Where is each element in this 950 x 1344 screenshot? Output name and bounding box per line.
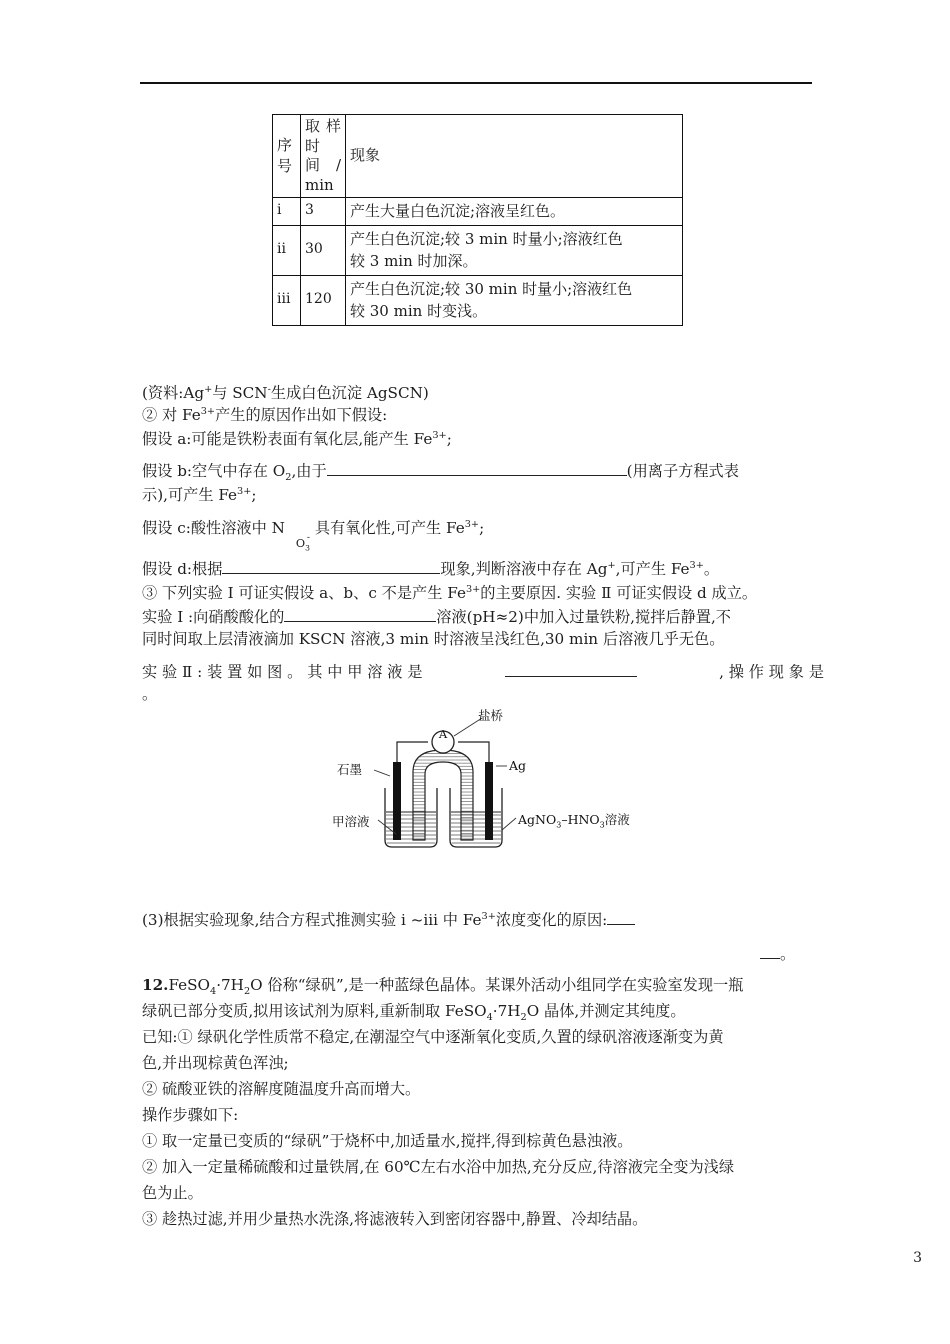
question-3-pre: (3)根据实验现象,结合方程式推测实验 i ~iii 中 Fe: [142, 911, 482, 929]
question-12-number: 12.: [142, 976, 169, 994]
hypothesis-b-line-2: [142, 485, 256, 507]
step-3: ③ 趁热过滤,并用少量热水洗涤,将滤液转入到密闭容器中,静置、冷却结晶。: [142, 1210, 648, 1228]
hypothesis-a: [142, 429, 452, 451]
header-time-sample: 样: [325, 117, 341, 135]
question-3: [142, 910, 635, 932]
row-time: 30: [301, 225, 346, 275]
phenomenon-line-1: 产生白色沉淀;较 3 min 时量小;溶液红色: [350, 229, 623, 248]
answer-blank-hypothesis-d[interactable]: [222, 559, 440, 574]
item-2-pre: ② 对 Fe: [142, 406, 201, 424]
hypothesis-c: [142, 518, 485, 553]
row-phenomenon: 产生大量白色沉淀;溶液呈红色。: [346, 198, 683, 226]
hypothesis-b-line2-post: ;: [251, 486, 257, 504]
graphite-electrode: [393, 762, 401, 840]
question-12-line-2: 绿矾已部分变质,拟用该试剂为原料,重新制取 $FeSO_4\cdot 7H_2O$ 晶体,并测定其纯度。: [142, 1002, 686, 1024]
fe3-charge: 3+: [465, 583, 481, 595]
row-time: 3: [301, 198, 346, 226]
table-row: [273, 198, 683, 226]
hypothesis-b-line2-pre: 示),可产生 Fe: [142, 486, 238, 504]
hypothesis-d-mid: 现象,判断溶液中存在 Ag: [440, 560, 608, 578]
hypothesis-c-end: ;: [479, 519, 485, 538]
left-solution-label: 甲溶液: [332, 814, 370, 829]
item-2-heading: [142, 405, 387, 427]
column-header-sampling-time: [301, 115, 346, 198]
hypothesis-c-pre: 假设 c:酸性溶液中 N: [142, 519, 285, 538]
column-header-no: 序号: [273, 115, 301, 198]
hypothesis-d-mid2: ,可产生 Fe: [615, 560, 690, 578]
header-time-take: 取: [305, 117, 321, 135]
silver-electrode: [485, 762, 493, 840]
question-3-period: 。: [780, 945, 796, 963]
hypothesis-b-line-1: [142, 461, 739, 483]
leader-right-solution: [502, 818, 516, 830]
step-1: ① 取一定量已变质的“绿矾”于烧杯中,加适量水,搅拌,得到棕黄色悬浊液。: [142, 1132, 633, 1150]
question-12-line-1: $12.FeSO_4\cdot 7H_2O$ 俗称“绿矾”,是一种蓝绿色晶体。某课外活动小组同学在实验室发现一瓶: [142, 976, 744, 998]
table-header-row: [273, 115, 683, 198]
phenomenon-line-1: 产生白色沉淀;较 30 min 时量小;溶液红色: [350, 279, 633, 298]
answer-blank-experiment-1[interactable]: [284, 607, 436, 622]
salt-bridge-label: 盐桥: [478, 708, 504, 723]
row-no: i: [273, 198, 301, 226]
fe3-charge: 3+: [237, 485, 252, 497]
leader-graphite: [374, 770, 390, 776]
experiment-2-post: , 操 作 现 象 是: [719, 663, 824, 681]
answer-blank-hypothesis-b[interactable]: [327, 461, 627, 476]
feso4-formula: FeSO: [168, 976, 210, 994]
known-line-2: 色,并出现棕黄色浑浊;: [142, 1054, 289, 1072]
header-time-jian: 间: [305, 156, 321, 174]
table-row: [273, 275, 683, 325]
item-2-post: 产生的原因作出如下假设:: [215, 406, 388, 424]
material-note-post: 生成白色沉淀 AgSCN): [270, 384, 429, 402]
row-no: ii: [273, 225, 301, 275]
step-2-line-1: ② 加入一定量稀硫酸和过量铁屑,在 60℃左右水浴中加热,充分反应,待溶液完全变为浅绿: [142, 1158, 735, 1176]
fe3-charge: 3+: [481, 910, 496, 922]
silver-label: Ag: [509, 758, 527, 773]
header-rule: [140, 82, 812, 84]
material-note-pre: (资料:Ag: [142, 384, 205, 402]
experiment-1-line-2: 同时间取上层清液滴加 KSCN 溶液,3 min 时溶液呈浅红色,30 min 后溶液几乎无色。: [142, 630, 725, 648]
fe3-charge: 3+: [200, 405, 216, 417]
question-3-post: 浓度变化的原因:: [495, 911, 608, 929]
phenomena-table: [272, 114, 683, 326]
question-3-tail: [760, 944, 795, 966]
header-time-unit: min: [305, 175, 334, 194]
right-solution-fill: [451, 812, 501, 846]
nitrate-charge: -: [306, 533, 310, 543]
experiment-2-pre: 实 验 Ⅱ : 装 置 如 图 。 其 中 甲 溶 液 是: [142, 663, 423, 681]
hypothesis-b-after-blank: (用离子方程式表: [626, 462, 739, 480]
item-3-pre: ③ 下列实验 Ⅰ 可证实假设 a、b、c 不是产生 Fe: [142, 584, 466, 602]
answer-blank-question-3-cont[interactable]: [760, 944, 780, 959]
galvanic-cell-svg: [330, 700, 660, 880]
ammeter-label: A: [438, 727, 448, 741]
nitrate-o-sub: $O_3$: [295, 537, 310, 553]
experiment-1-line-1: [142, 607, 731, 629]
question-12-text: O 俗称“绿矾”,是一种蓝绿色晶体。某课外活动小组同学在实验室发现一瓶: [250, 976, 744, 994]
item-3-heading: [142, 583, 757, 605]
galvanic-cell-diagram: [330, 700, 660, 880]
hypothesis-b-pre: 假设 b:空气中存在 O: [142, 462, 286, 480]
page-number: 3: [913, 1250, 922, 1266]
experiment-1-pre: 实验 Ⅰ :向硝酸酸化的: [142, 608, 285, 626]
fe3-charge: 3+: [432, 429, 447, 441]
answer-blank-experiment-2[interactable]: [505, 662, 637, 677]
steps-title: 操作步骤如下:: [142, 1106, 239, 1124]
step-2-line-2: 色为止。: [142, 1184, 203, 1202]
ag-charge: +: [204, 383, 213, 395]
fe3-charge: 3+: [689, 559, 704, 571]
o2-subscript: 2: [285, 472, 292, 484]
phenomenon-line-2: 较 30 min 时变浅。: [350, 302, 488, 320]
right-solution-label: $AgNO_3-HNO_3$溶液: [518, 812, 630, 830]
hypothesis-a-pre: 假设 a:可能是铁粉表面有氧化层,能产生 Fe: [142, 430, 433, 448]
hypothesis-d-pre: 假设 d:根据: [142, 560, 223, 578]
row-phenomenon: [346, 275, 683, 325]
ag-charge: +: [607, 559, 616, 571]
experiment-1-after-blank: 溶液(pH≈2)中加入过量铁粉,搅拌后静置,不: [436, 608, 731, 626]
experiment-2-period: 。: [142, 685, 158, 703]
header-time-slash: /: [335, 156, 341, 174]
salt-bridge: [413, 750, 473, 840]
nitrate-ion-formula: [285, 518, 315, 553]
experiment-2-line: [142, 660, 824, 684]
column-header-phenomenon: 现象: [346, 115, 683, 198]
table-row: [273, 225, 683, 275]
scn-charge: -: [267, 383, 271, 395]
known-line-3: ② 硫酸亚铁的溶解度随温度升高而增大。: [142, 1080, 421, 1098]
phenomenon-line-2: 较 3 min 时加深。: [350, 252, 478, 270]
hypothesis-b-mid: ,由于: [291, 462, 327, 480]
graphite-label: 石墨: [337, 762, 363, 777]
hypothesis-c-post: 具有氧化性,可产生 Fe: [314, 519, 465, 538]
row-no: iii: [273, 275, 301, 325]
material-note: [142, 383, 429, 405]
header-time-shi: 时: [305, 136, 321, 155]
hypothesis-a-post: ;: [446, 430, 452, 448]
fe3-charge: 3+: [464, 519, 480, 531]
row-time: 120: [301, 275, 346, 325]
hypothesis-d: [142, 559, 719, 581]
material-note-mid: 与 SCN: [212, 384, 268, 402]
row-phenomenon: [346, 225, 683, 275]
answer-blank-question-3[interactable]: [607, 910, 635, 925]
hypothesis-d-end: 。: [703, 560, 720, 578]
known-line-1: 已知:① 绿矾化学性质常不稳定,在潮湿空气中逐渐氧化变质,久置的绿矾溶液逐渐变为黄: [142, 1028, 724, 1046]
item-3-post: 的主要原因. 实验 Ⅱ 可证实假设 d 成立。: [480, 584, 758, 602]
